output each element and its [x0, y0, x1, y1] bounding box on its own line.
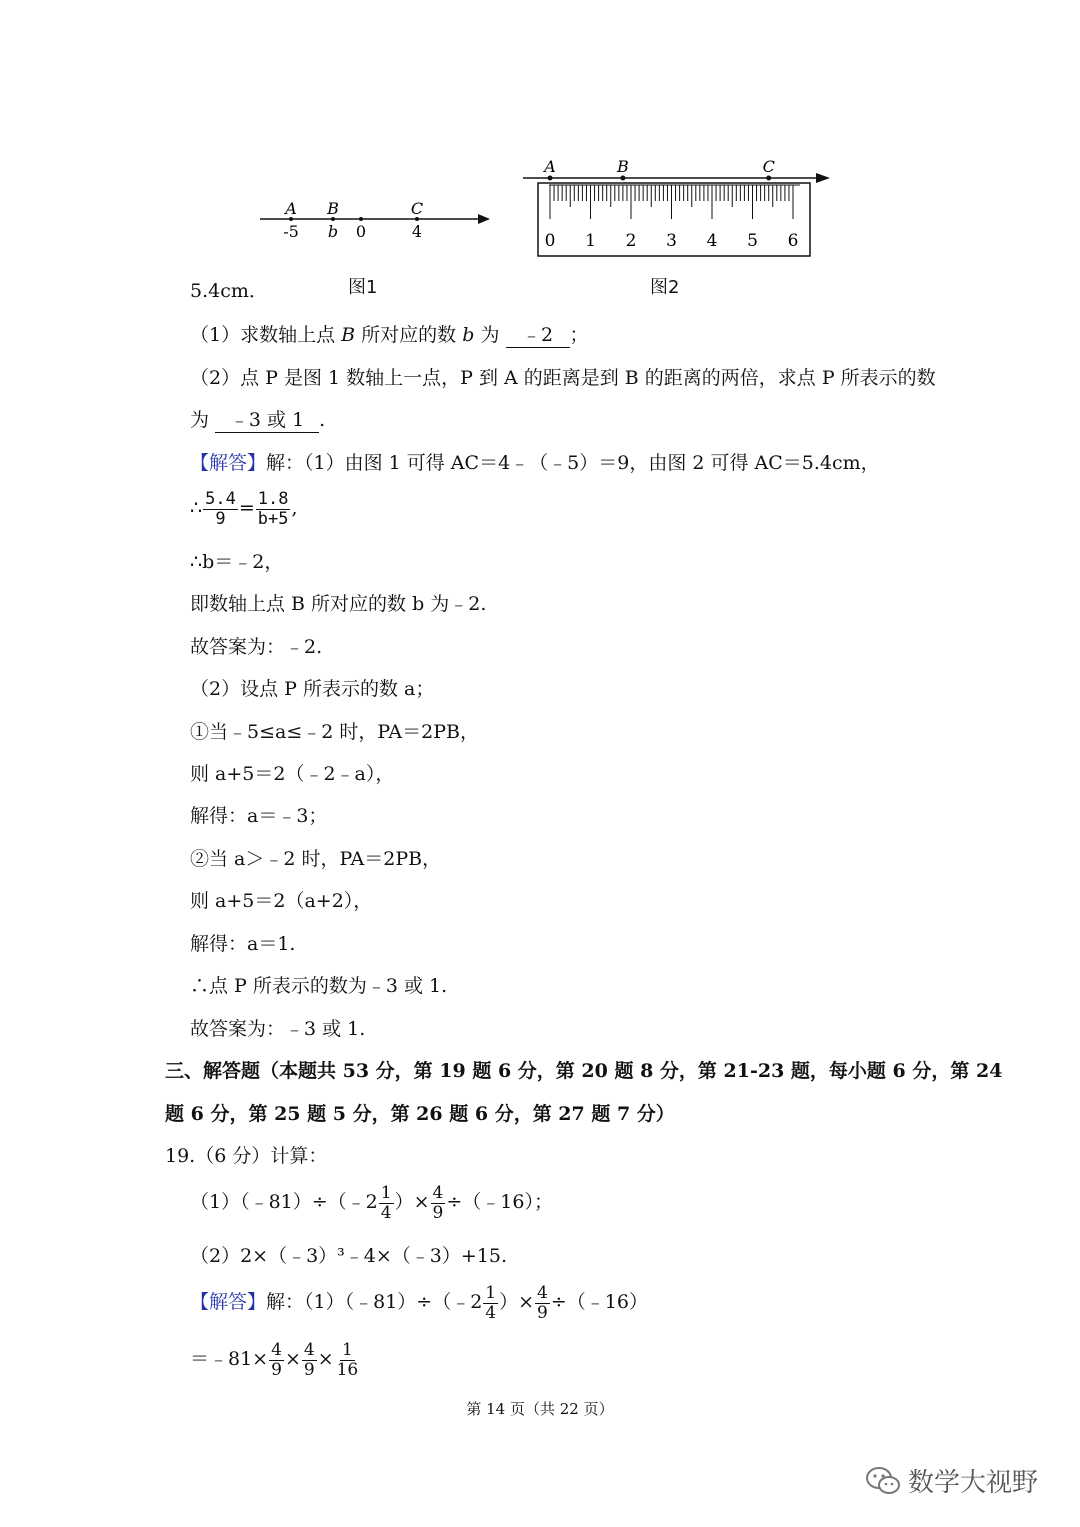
ruler-number: 6: [787, 231, 799, 251]
page-footer: 第 14 页（共 22 页）: [466, 1400, 614, 1418]
svg-text:C: C: [410, 199, 424, 218]
fig1-point-A: [283, 199, 299, 241]
sol-case1: ①当﹣5≤a≤﹣2 时，PA＝2PB，: [190, 721, 479, 743]
sol-conclusion: ∴点 P 所表示的数为﹣3 或 1.: [190, 975, 448, 997]
section-3-heading-cont: 题 6 分，第 25 题 5 分，第 26 题 6 分，第 27 题 7 分）: [165, 1103, 675, 1125]
figure2-caption: 图2: [650, 277, 680, 298]
sol-case1-eq: 则 a+5＝2（﹣2﹣a），: [190, 763, 395, 785]
question-19-part2: （2）2×（﹣3）³﹣4×（﹣3）+15.: [190, 1245, 508, 1267]
sol-ans2: 故答案为：﹣3 或 1.: [190, 1018, 366, 1040]
sol-case2: ②当 a＞﹣2 时，PA＝2PB，: [190, 848, 442, 870]
fig1-point-B: [326, 199, 339, 241]
figure1-number-line: [250, 195, 500, 245]
solution-tag: 【解答】: [190, 452, 267, 474]
watermark: 数学大视野: [864, 1462, 1038, 1499]
figure1-caption: 图1: [348, 277, 378, 298]
svg-text:B: B: [327, 199, 339, 218]
svg-text:B: B: [617, 157, 629, 176]
svg-text:A: A: [285, 199, 297, 218]
ruler-number: 2: [625, 231, 637, 251]
question-2-answer: 为 ﹣3 或 1 .: [190, 409, 326, 431]
sol-case2-solve: 解得：a＝1.: [190, 933, 296, 955]
question-1: （1）求数轴上点 B 所对应的数 b 为 ﹣2 ；: [190, 324, 589, 346]
wechat-icon: [864, 1465, 902, 1497]
question-19-part1: （1）（﹣81）÷（﹣2 $\frac{1}{4}$ ）× $\frac{4}{9}$ ÷（﹣16）；: [190, 1182, 553, 1223]
svg-text:4: 4: [411, 222, 423, 241]
sol-b: ∴b＝﹣2，: [190, 551, 284, 573]
line-5-4cm: 5.4cm．: [190, 280, 268, 302]
svg-text:b: b: [327, 222, 339, 241]
figure2-ruler: [518, 155, 838, 265]
fig2-point-C: [763, 157, 775, 181]
ruler-number: 3: [666, 231, 677, 251]
sol-q2: （2）设点 P 所表示的数 a；: [190, 678, 435, 700]
solution-tag-2: 【解答】: [190, 1291, 267, 1313]
section-3-heading: 三、解答题（本题共 53 分，第 19 题 6 分，第 20 题 8 分，第 21-23 题，每小题 6 分，第 24: [165, 1060, 1003, 1082]
ruler-number: 0: [544, 231, 556, 251]
solution-19: 【解答】解：（1）（﹣81）÷（﹣2 $\frac{1}{4}$ ）× $\frac{4}{9}$ ÷（﹣16）: [190, 1282, 648, 1323]
svg-text:C: C: [762, 157, 775, 176]
sol-ans1: 故答案为：﹣2.: [190, 636, 323, 658]
solution-19-step: ＝﹣81× $\frac{4}{9}$ × $\frac{4}{9}$ × $\frac{1}{16}$: [190, 1339, 359, 1380]
fig2-point-A: [542, 157, 556, 181]
sol-ji: 即数轴上点 B 所对应的数 b 为﹣2.: [190, 593, 487, 615]
question-2: （2）点 P 是图 1 数轴上一点，P 到 A 的距离是到 B 的距离的两倍，求点 P 所表示的数: [190, 367, 936, 389]
sol-case1-solve: 解得：a＝﹣3；: [190, 805, 328, 827]
ratio-equation: ∴ $\frac{5.4}{9}$ = $\frac{1.8}{b+5}$ ,: [190, 488, 298, 529]
svg-text:-5: -5: [283, 222, 299, 241]
sol-case2-eq: 则 a+5＝2（a+2），: [190, 890, 373, 912]
fig1-point-C: [411, 199, 423, 241]
fig2-point-B: [616, 157, 629, 181]
solution-start: 【解答】解：（1）由图 1 可得 AC＝4﹣（﹣5）＝9，由图 2 可得 AC＝5.4cm，: [190, 452, 880, 474]
answer-blank-1: ﹣2: [506, 323, 570, 348]
question-19: 19.（6 分）计算：: [165, 1145, 328, 1167]
svg-text:0: 0: [355, 222, 367, 241]
ruler-number: 4: [706, 231, 718, 251]
ruler-number: 5: [747, 231, 758, 251]
ruler-number: 1: [585, 231, 596, 251]
answer-blank-2: ﹣3 或 1: [215, 408, 319, 433]
fig1-point-origin: [356, 217, 366, 241]
svg-text:A: A: [544, 157, 556, 176]
